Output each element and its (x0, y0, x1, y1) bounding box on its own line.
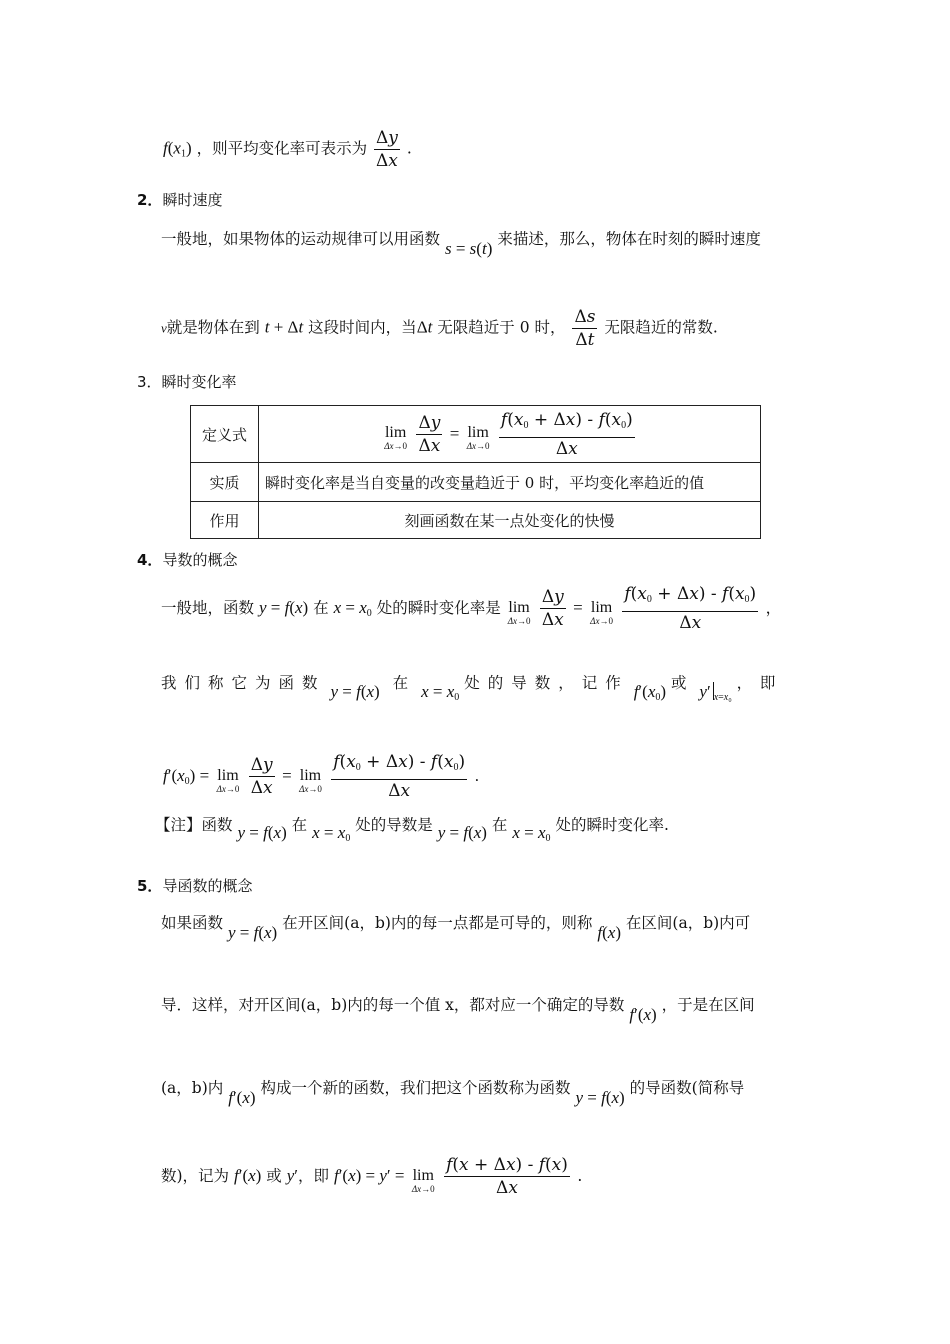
paragraph-derived-function-3: (a，b)内 f′(x) 构成一个新的函数，我们把这个函数称为函数 y = f(x) 的导函数(简称导 (161, 1079, 745, 1107)
math-v: v (161, 320, 167, 336)
table-label-definition: 定义式 (191, 406, 259, 463)
section-heading-3: 3．瞬时变化率 (137, 373, 237, 391)
math-f-prime-x0: $f'(x_0)$ (633, 682, 667, 703)
math-s-equals-st: s (444, 239, 452, 258)
math-y-prime-eval: y′ $_{x=x_0}$ (699, 682, 732, 703)
table-formula-definition: lim Δx→0 $\frac{\Delta y}{\Delta x}$ = lim Δx→0 $\frac{f(x_0 + \Delta x) - f(x_0)}{\Delta x}$ (259, 406, 761, 463)
paragraph-instant-velocity-2: v就是物体在到 t + Δt 这段时间内，当Δt 无限趋近于 0 时， $\frac{\Delta s}{\Delta t}$ 无限趋近的常数. (161, 307, 718, 350)
table-value-role: 刻画函数在某一点处变化的快慢 (259, 502, 761, 539)
paragraph-derived-function-1: 如果函数 y = f(x) 在开区间(a，b)内的每一点都是可导的，则称 f(x) 在区间(a，b)内可 (161, 914, 751, 942)
math-dt: Δ (416, 317, 428, 337)
math-f-x1: f (163, 138, 168, 158)
paragraph-derived-function-2: 导．这样，对开区间(a，b)内的每一个值 x，都对应一个确定的导数 f′(x) ，于是在区间 (161, 996, 755, 1024)
avg-rate-text: ，则平均变化率可表示为 (196, 139, 368, 158)
table-row (191, 406, 761, 463)
table-value-essence: 瞬时变化率是当自变量的改变量趋近于 0 时，平均变化率趋近的值 (259, 463, 761, 502)
note-label: 【注】 (155, 816, 202, 834)
math-t-plus-dt: t (264, 317, 270, 337)
derivative-definition-formula: $f'(x_0)$ = lim Δx→0 $\frac{\Delta y}{\Delta x}$ = lim Δx→0 $\frac{f(x_0 + \Delta x) - f(x_0)}{\Delta x}$ . (163, 752, 480, 801)
paragraph-instant-velocity-1: 一般地，如果物体的运动规律可以用函数 s = s(t) 来描述，那么，物体在时刻的瞬时速度 (161, 230, 761, 258)
paragraph-derivative-2: 我们称它为函数 y = f(x) 在 $x = x_0$ 处的导数，记作 $f'(x_0)$ 或 y′ $_{x=x_0}$ ， 即 (161, 674, 776, 703)
table-label-essence: 实质 (191, 463, 259, 502)
table-row (191, 463, 761, 502)
derived-function-formula: f′(x) = y′ = lim Δx→0 $\frac{f(x + \Delta x) - f(x)}{\Delta x}$ (333, 1155, 568, 1198)
note-paragraph: 【注】函数 y = f(x) 在 $x = x_0$ 处的导数是 y = f(x) 在 $x = x_0$ 处的瞬时变化率. (155, 816, 669, 844)
table-row (191, 502, 761, 539)
paragraph-derived-function-4: 数)，记为 f′(x) 或 y′，即 f′(x) = y′ = lim Δx→0 $\frac{f(x + \Delta x) - f(x)}{\Delta x}$ . (161, 1155, 583, 1198)
section-heading-4: 4．导数的概念 (137, 551, 238, 569)
fraction-dy-dx: $\frac{\Delta y}{\Delta x}$ (376, 128, 398, 171)
derivative-limit-formula: lim Δx→0 $\frac{\Delta y}{\Delta x}$ = lim Δx→0 $\frac{f(x_0 + \Delta x) - f(x_0)}{\Delta x}$ (507, 584, 757, 633)
section-heading-5: 5．导函数的概念 (137, 877, 253, 895)
table-label-role: 作用 (191, 502, 259, 539)
section-heading-2: 2．瞬时速度 (137, 191, 223, 209)
instant-rate-table (190, 405, 761, 539)
paragraph-derivative-1: 一般地，函数 y = f(x) 在 $x = x_0$ 处的瞬时变化率是 lim Δx→0 $\frac{\Delta y}{\Delta x}$ = lim Δx→0 $\frac{f(x_0 + \Delta x) - f(x_0)}{\Delta x}$ ， (161, 584, 782, 633)
fraction-ds-dt: $\frac{\Delta s}{\Delta t}$ (574, 307, 596, 350)
avg-rate-line: $f(x_1)$ ，则平均变化率可表示为 $\frac{\Delta y}{\Delta x}$ . (163, 128, 412, 171)
